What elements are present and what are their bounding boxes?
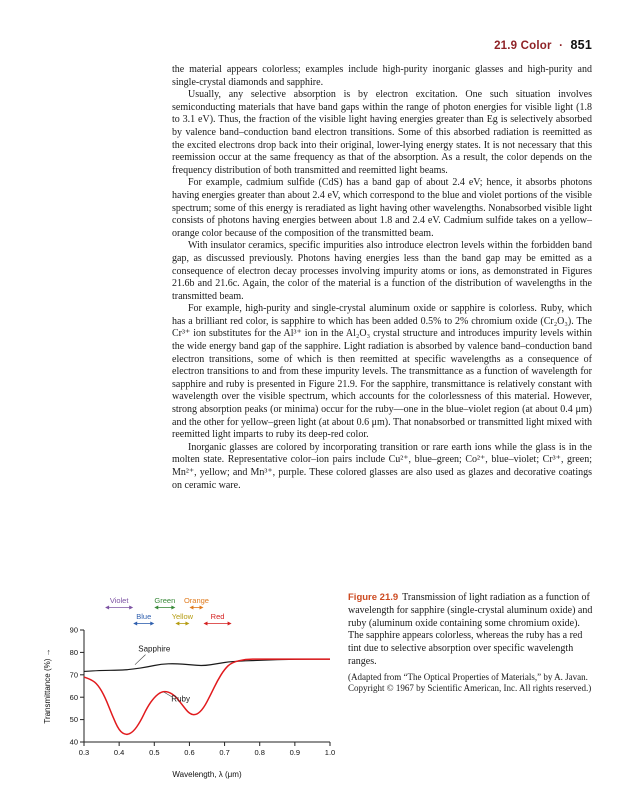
svg-text:0.8: 0.8 — [254, 748, 265, 757]
header-separator: · — [559, 40, 564, 52]
spectrum-label: Yellow — [171, 612, 194, 621]
svg-text:0.9: 0.9 — [289, 748, 301, 757]
paragraph: Usually, any selective absorption is by electron excitation. One such situation involves semiconducting materials that have band gaps within the range of photon energies for visible light (1.8 to 3.1 eV). Thus, the fraction of the visible light having energies greater than Eg is selectively absorbed by valence band–conduction band electron transitions. Some of this absorbed radiation is reemitted as the excited electrons drop back into their original, lower-lying energy states. It is not necessary that this reemission occur at the same frequency as that of the absorption. As a result, the color depends on the frequency distribution of both transmitted and reemitted light beams. — [172, 89, 592, 176]
svg-text:0.4: 0.4 — [113, 748, 125, 757]
spectrum-label: Green — [154, 596, 176, 605]
svg-text:70: 70 — [69, 670, 78, 680]
svg-text:90: 90 — [69, 625, 78, 635]
svg-text:0.5: 0.5 — [149, 748, 160, 757]
spectrum-label: Violet — [109, 596, 129, 605]
paragraph: the material appears colorless; examples include high-purity inorganic glasses and high-purity and single-crystal diamonds and sapphire. — [172, 64, 592, 88]
paragraph: Inorganic glasses are colored by incorporating transition or rare earth ions while the glass is in the molten state. Representative color–ion pairs include Cu²⁺, blue–green; Co²⁺, blue–violet; Cr³⁺, green; Mn²⁺, yellow; and Mn³⁺, purple. These colored glasses are also used as glazes and decorative coatings on ceramic ware. — [172, 441, 592, 491]
curve-label: Sapphire — [138, 644, 171, 654]
paragraph: For example, high-purity and single-crystal aluminum oxide or sapphire is colorless. Ruby, which has a brilliant red color, is sapphire to which has been added 0.5% to 2% chromium oxide (Cr₂O₃). The Cr³⁺ ion substitutes for the Al³⁺ ion in the Al₂O₃ crystal structure and introduces impurity levels within the wide energy band gap of the sapphire. Light radiation is absorbed by valence band–conduction band electron transitions, some of which is then reemitted at specific wavelengths as a consequence of electron transitions to and from these impurity levels. The transmittance as a function of wavelength for sapphire and ruby is presented in Figure 21.9. For the sapphire, transmittance is relatively constant with wavelength over the visible spectrum, which accounts for the colorlessness of this material. However, strong absorption peaks (or minima) occur for the ruby—one in the blue–violet region (at about 0.4 μm) and the other for yellow–green light (at about 0.6 μm). That nonabsorbed or transmitted light mixed with reemitted light imparts to ruby its deep-red color. — [172, 303, 592, 441]
spectrum-label: Blue — [136, 612, 152, 621]
svg-text:60: 60 — [69, 692, 78, 702]
svg-text:1.0: 1.0 — [324, 748, 336, 757]
spectrum-label: Orange — [183, 596, 209, 605]
running-head — [494, 38, 592, 52]
curve-label: Ruby — [171, 694, 190, 704]
svg-text:0.6: 0.6 — [184, 748, 195, 757]
figure-21-9 — [40, 592, 600, 782]
transmittance-chart — [40, 592, 342, 782]
svg-text:0.7: 0.7 — [219, 748, 230, 757]
figure-label: Figure 21.9 — [348, 592, 399, 603]
series-sapphire — [84, 659, 330, 671]
paragraph: For example, cadmium sulfide (CdS) has a band gap of about 2.4 eV; hence, it absorbs photons having energies greater than about 2.4 eV, which correspond to the blue and violet portions of the visible spectrum; some of this energy is reradiated as light having other wavelengths. Nonabsorbed visible light consists of photons having energies between about 1.8 and 2.4 eV. Cadmium sulfide takes on a yellow–orange color because of the composition of the transmitted beam. — [172, 177, 592, 239]
figure-caption — [348, 592, 596, 694]
figure-credit: (Adapted from “The Optical Properties of Materials,” by A. Javan. Copyright © 1967 by Scientific American, Inc. All rights reserved.) — [348, 671, 592, 694]
figure-caption-text: Transmission of light radiation as a function of wavelength for sapphire (single-crystal aluminum oxide) and ruby (aluminum oxide containing some chromium oxide). The sapphire appears colorless, whereas the ruby has a red tint due to selective absorption over specific wavelength ranges. — [348, 592, 593, 667]
svg-text:50: 50 — [69, 715, 78, 725]
svg-text:40: 40 — [69, 737, 78, 747]
paragraph: With insulator ceramics, specific impurities also introduce electron levels within the forbidden band gap, as discussed previously. Photons having energies less than the band gap may be emitted as a consequence of electron decay processes involving impurity atoms or ions, as demonstrated in Figures 21.6b and 21.6c. Again, the color of the material is a function of the distribution of wavelengths in the transmitted beam. — [172, 240, 592, 302]
y-axis-label: Transmittance (%) → — [43, 648, 52, 724]
section-title: 21.9 Color — [494, 40, 552, 52]
svg-text:0.3: 0.3 — [78, 748, 90, 757]
page-number: 851 — [570, 38, 592, 52]
spectrum-label: Red — [210, 612, 225, 621]
svg-text:80: 80 — [69, 648, 78, 657]
x-axis-label: Wavelength, λ (μm) — [172, 770, 242, 779]
body-text — [172, 64, 592, 492]
